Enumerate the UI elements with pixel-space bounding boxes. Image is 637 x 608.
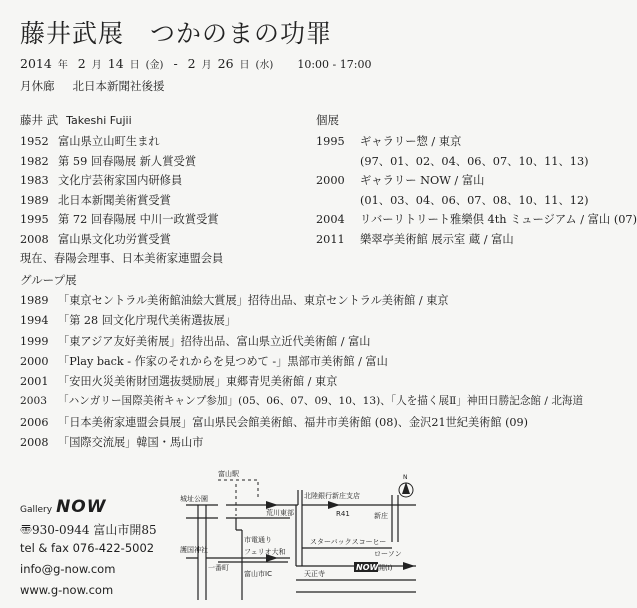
map-label-shinjo: 新庄 <box>374 512 388 520</box>
north-icon <box>399 482 413 497</box>
map-label-north: N <box>403 474 408 481</box>
closing-info: 月休廊 北日本新聞社後援 <box>20 79 165 93</box>
group-exhibitions-list <box>20 292 583 454</box>
group-exhibitions-heading: グループ展 <box>20 273 77 287</box>
map-label-tenmanji: 天正寺 <box>304 570 325 578</box>
map-label-hokuriku: 北陸銀行新庄支店 <box>304 492 360 500</box>
bio-row: 1983 文化庁芸術家国内研修員 <box>20 174 183 187</box>
artist-name: 藤井 武 Takeshi Fujii <box>20 113 132 127</box>
group-row: 2006 「日本美術家連盟会員展」富山県民会館美術館、福井市美術館 (08)、金沢21世紀美術館 (09) <box>20 415 529 429</box>
map-label-station: 富山駅 <box>218 470 239 478</box>
solo-exhibitions-heading: 個展 <box>316 113 339 127</box>
map-label-starbucks: スターバックスコーヒー <box>310 538 387 546</box>
map-now-label: NOW <box>356 563 379 572</box>
bio-row: 1952 富山県立山町生まれ <box>20 135 160 148</box>
map-label-fumitamachi: 富山市IC <box>244 570 272 578</box>
group-row: 2003 「ハンガリー国際美術キャンプ参加」(05、06、07、09、10、13)、「人を描く展Ⅱ」神田日勝記念館 / 北海道 <box>20 395 584 408</box>
map-label-r41: R41 <box>336 510 350 518</box>
map-label-ichibancho: 一番町 <box>208 564 229 572</box>
solo-row: 1995 ギャラリー惣 / 東京 <box>316 135 462 148</box>
solo-row: 2011 樂翠亭美術館 展示室 蔵 / 富山 <box>316 232 514 246</box>
group-row: 1999 「東アジア友好美術展」招待出品、富山県立近代美術館 / 富山 <box>20 334 371 348</box>
gallery-logo: Gallery NOW <box>20 497 107 517</box>
map-label-shiden: 市電通り <box>244 536 272 544</box>
bio-row: 1995 第 72 回春陽展 中川一政賞受賞 <box>20 213 219 226</box>
group-row: 2001 「安田火災美術財団選抜奨励展」東郷青児美術館 / 東京 <box>20 375 338 389</box>
access-map <box>178 470 428 606</box>
solo-row: (01、03、04、06、07、08、10、11、12) <box>360 193 589 207</box>
group-row: 1989 「東京セントラル美術館油絵大賞展」招待出品、東京セントラル美術館 / 東京 <box>20 294 449 307</box>
map-label-hiraki: 開(I) <box>378 564 393 572</box>
gallery-email[interactable]: info@g-now.com <box>20 562 116 576</box>
bio-row: 1989 北日本新聞美術賞受賞 <box>20 193 171 207</box>
map-label-gokoku: 護国神社 <box>180 546 208 554</box>
bio-current: 現在、春陽会理事、日本美術家連盟会員 <box>20 252 224 265</box>
gallery-website[interactable]: www.g-now.com <box>20 583 114 597</box>
bio-row: 1982 第 59 回春陽展 新人賞受賞 <box>20 154 197 168</box>
map-label-arakawa: 荒川東部 <box>266 509 294 517</box>
solo-row: (97、01、02、04、06、07、10、11、13) <box>360 154 589 168</box>
exhibition-title: 藤井武展 つかのまの功罪 <box>20 19 333 48</box>
group-row: 1994 「第 28 回文化庁現代美術選抜展」 <box>20 314 236 328</box>
solo-row: 2004 リバーリトリート雅樂倶 4th ミュージアム / 富山 (07) <box>316 213 637 226</box>
group-row: 2008 「国際交流展」韓国・馬山市 <box>20 436 204 450</box>
solo-exhibitions-list <box>316 133 637 250</box>
gallery-tel: tel & fax 076-422-5002 <box>20 541 155 555</box>
map-label-ferio: フェリオ大和 <box>244 548 286 556</box>
map-label-lawson: ローソン <box>374 550 402 558</box>
gallery-address: 〠930-0944 富山市開85 <box>20 523 157 537</box>
bio-row: 2008 富山県文化功労賞受賞 <box>20 232 171 246</box>
solo-row: 2000 ギャラリー NOW / 富山 <box>316 174 485 187</box>
exhibition-dates: 2014 年 2 月 14 日 (金) - 2 月 26 日 (水) 10:00 - 17:00 <box>20 56 372 71</box>
map-label-joshi: 城址公園 <box>180 495 208 503</box>
group-row: 2000 「Play back - 作家のそれからを見つめて -」黒部市美術館 / 富山 <box>20 354 388 368</box>
biography-list <box>20 133 223 270</box>
